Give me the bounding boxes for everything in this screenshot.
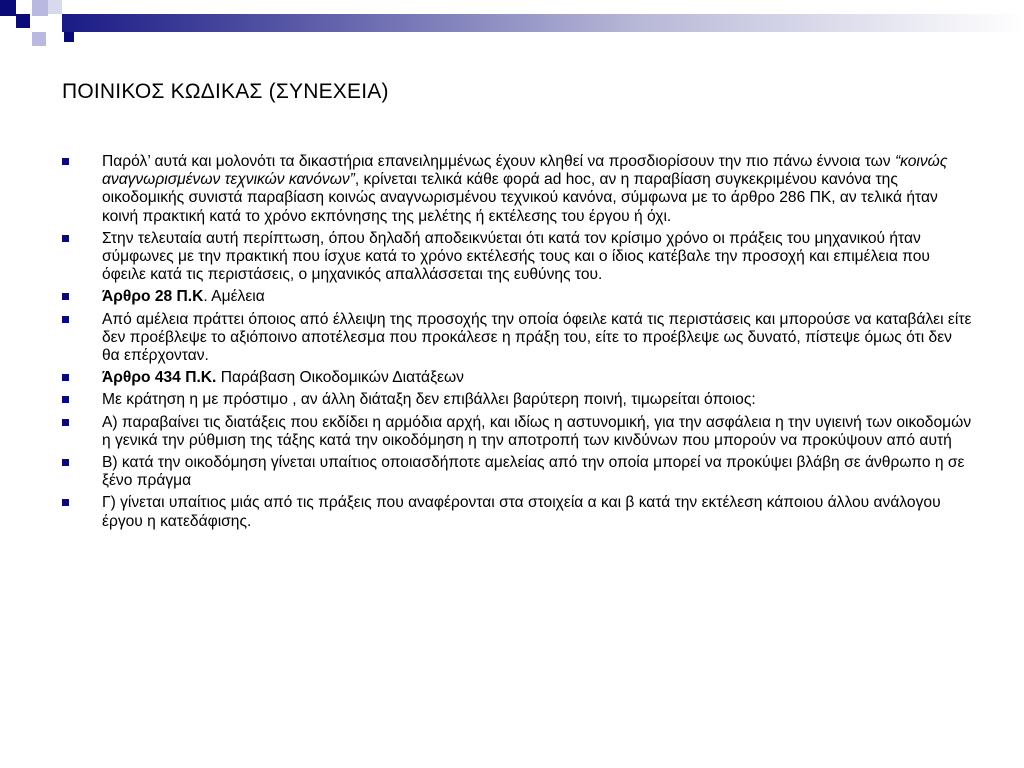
header-decoration <box>0 0 1024 50</box>
list-item-text: Β) κατά την οικοδόμηση γίνεται υπαίτιος οποιασδήποτε αμελείας από την οποία μπορεί να προκύψει βλάβη σε άνθρωπο η σε ξένο πράγμα <box>102 454 965 490</box>
list-item-text: Παρόλ’ αυτά και μολονότι τα δικαστήρια επανειλημμένως έχουν κληθεί να προσδιορίσουν την πιο πάνω έννοια των <box>102 153 895 170</box>
list-item-text: Με κράτηση η με πρόστιμο , αν άλλη διάταξη δεν επιβάλλει βαρύτερη ποινή, τιμωρείται όποιος: <box>102 391 756 409</box>
list-item-text: Α) παραβαίνει τις διατάξεις που εκδίδει η αρμόδια αρχή, και ιδίως η αστυνομική, για την ασφάλεια η την υγιεινή των οικοδομών η γενικά την ρύθμιση της τάξης κατά την οικοδόμηση η την αποτροπή των κινδύνων που μπορούν να προκύψουν από αυτή <box>102 413 972 449</box>
deco-square <box>0 0 16 16</box>
list-item <box>62 311 972 366</box>
bullet-square-icon <box>62 459 69 466</box>
bullet-square-icon <box>62 396 69 403</box>
bullet-square-icon <box>62 293 69 300</box>
deco-square <box>64 32 74 42</box>
deco-square <box>16 14 30 28</box>
list-item <box>62 230 972 285</box>
list-item-italic: “κοινώς αναγνωρισμένων τεχνικών κανόνων” <box>102 153 948 189</box>
article-heading: Άρθρο 434 Π.Κ. <box>102 369 217 387</box>
list-item <box>62 369 972 387</box>
bullet-square-icon <box>62 374 69 381</box>
list-item-text: Γ) γίνεται υπαίτιος μιάς από τις πράξεις που αναφέρονται στα στοιχεία α και β κατά την εκτέλεση κάποιου άλλου ανάλογου έργου η κατεδάφισης. <box>102 494 941 530</box>
bullet-square-icon <box>62 499 69 506</box>
deco-square <box>32 0 48 16</box>
slide-title: ΠΟΙΝΙΚΟΣ ΚΩΔΙΚΑΣ (ΣΥΝΕΧΕΙΑ) <box>62 80 389 103</box>
list-item <box>62 391 972 409</box>
title-gradient-bar <box>62 14 1024 32</box>
list-item-text: Από αμέλεια πράττει όποιος από έλλειψη της προσοχής την οποία όφειλε κατά τις περιστάσεις και μπορούσε να καταβάλει είτε δεν προέβλεψε το αξιόποινο αποτέλεσμα που προκάλεσε η πράξη του, είτε το προέβλεψε ως δυνατό, πίστεψε όμως ότι δεν θα επέρχονταν. <box>102 310 972 365</box>
list-item <box>62 454 972 490</box>
deco-square <box>32 32 46 46</box>
article-heading: Άρθρο 28 Π.Κ <box>102 288 204 306</box>
list-item <box>62 288 972 306</box>
bullet-list <box>62 153 972 535</box>
bullet-square-icon <box>62 316 69 323</box>
list-item <box>62 414 972 450</box>
bullet-square-icon <box>62 158 69 165</box>
list-item-text: . Αμέλεια <box>203 288 265 306</box>
list-item <box>62 494 972 530</box>
deco-square <box>48 0 62 14</box>
list-item-text: Στην τελευταία αυτή περίπτωση, όπου δηλαδή αποδεικνύεται ότι κατά τον κρίσιμο χρόνο οι πράξεις του μηχανικού ήταν σύμφωνες με την πρακτική που ίσχυε κατά το χρόνο εκτέλεσής τους και ο ίδιος κατέβαλε την προσοχή και επιμέλεια που όφειλε κατά τις περιστάσεις, ο μηχανικός απαλλάσσεται της ευθύνης του. <box>102 229 930 284</box>
list-item <box>62 153 972 226</box>
bullet-square-icon <box>62 419 69 426</box>
list-item-text: , κρίνεται τελικά κάθε φορά ad hoc, αν η παραβίαση συγκεκριμένου κανόνα της οικοδομικής συνιστά παραβίαση κοινώς αναγνωρισμένου τεχνικού κανόνα, σύμφωνα με το άρθρο 286 ΠΚ, αν τελικά ήταν κοινή πρακτική κατά το χρόνο εκπόνησης της μελέτης ή εκτέλεσης του έργου ή όχι. <box>102 171 938 225</box>
list-item-text: Παράβαση Οικοδομικών Διατάξεων <box>216 369 464 387</box>
bullet-square-icon <box>62 235 69 242</box>
